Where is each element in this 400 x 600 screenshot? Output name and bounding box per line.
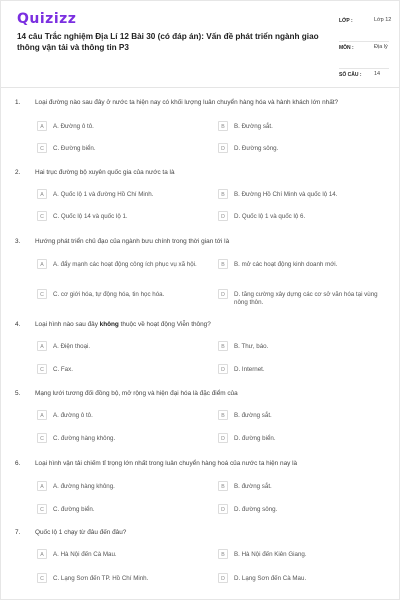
option-letter-box[interactable]: B	[218, 549, 228, 559]
option-text: D. Lạng Sơn đến Cà Mau.	[234, 575, 307, 582]
option-letter-box[interactable]: C	[37, 573, 47, 583]
option-text: D. đường biển.	[234, 435, 276, 442]
option-letter-box[interactable]: C	[37, 289, 47, 299]
option-text: C. Quốc lộ 14 và quốc lộ 1.	[53, 213, 128, 220]
option-letter-box[interactable]: A	[37, 549, 47, 559]
option-text: B. Thư, báo.	[234, 343, 269, 350]
option-text: A. Đường ô tô.	[53, 123, 94, 130]
option-text: D. Quốc lộ 1 và quốc lộ 6.	[234, 213, 306, 220]
option-letter-box[interactable]: B	[218, 341, 228, 351]
option-letter-box[interactable]: B	[218, 259, 228, 269]
option-text: D. đường sông.	[234, 506, 278, 513]
header-divider	[1, 87, 400, 88]
option-letter-box[interactable]: B	[218, 121, 228, 131]
option-text: D. Đường sông.	[234, 145, 279, 152]
worksheet-meta	[339, 15, 392, 95]
question-text-emphasis: không	[99, 321, 119, 328]
quizizz-logo[interactable]: Quizizz	[17, 11, 77, 27]
option-text: A. đẩy mạnh các hoạt động công ích phục vụ xã hội.	[53, 261, 197, 268]
question-text	[35, 99, 385, 107]
option-text: C. Fax.	[53, 366, 73, 373]
option-text: D. Internet.	[234, 366, 265, 373]
option-letter-box[interactable]: B	[218, 189, 228, 199]
option-text: B. đường sắt.	[234, 483, 272, 490]
meta-row-class	[339, 15, 392, 42]
option-text: A. Hà Nội đến Cà Mau.	[53, 551, 117, 558]
question-text-main: Hướng phát triển chủ đạo của ngành bưu chính trong thời gian tới là	[35, 238, 230, 245]
question-text-main: Quốc lộ 1 chạy từ đâu đến đâu?	[35, 529, 127, 536]
meta-row-subject	[339, 42, 389, 69]
option-letter-box[interactable]: D	[218, 289, 228, 299]
option-letter-box[interactable]: C	[37, 504, 47, 514]
option-text: A. Điện thoại.	[53, 343, 91, 350]
question-text-main: Loại hình nào sau đây	[35, 321, 100, 328]
option-letter-box[interactable]: B	[218, 481, 228, 491]
option-letter-box[interactable]: B	[218, 410, 228, 420]
question-text-main: Loại hình vận tải chiếm tỉ trọng lớn nhất trong luân chuyển hàng hoá của nước ta hiện nay là	[35, 460, 298, 467]
option-letter-box[interactable]: D	[218, 364, 228, 374]
meta-value-count: 14	[374, 71, 381, 77]
option-letter-box[interactable]: D	[218, 211, 228, 221]
meta-label-subject: MÔN :	[339, 45, 354, 51]
option-text: B. Hà Nội đến Kiên Giang.	[234, 551, 307, 558]
option-letter-box[interactable]: D	[218, 504, 228, 514]
question-number: 5.	[15, 390, 21, 397]
option-letter-box[interactable]: A	[37, 410, 47, 420]
question-text-main: Loại đường nào sau đây ở nước ta hiện nay có khối lượng luân chuyển hàng hóa và hành khách lớn nhất?	[35, 99, 339, 106]
question-text	[35, 321, 385, 329]
option-letter-box[interactable]: C	[37, 364, 47, 374]
question-text-main: Hai trục đường bộ xuyên quốc gia của nước ta là	[35, 169, 175, 176]
option-letter-box[interactable]: C	[37, 433, 47, 443]
question-text	[35, 529, 385, 537]
option-text: C. đường hàng không.	[53, 435, 116, 442]
option-letter-box[interactable]: A	[37, 341, 47, 351]
option-text: B. Đường sắt.	[234, 123, 273, 130]
option-letter-box[interactable]: A	[37, 259, 47, 269]
option-text: A. đường hàng không.	[53, 483, 115, 490]
option-letter-box[interactable]: A	[37, 121, 47, 131]
meta-label-class: LỚP :	[339, 18, 353, 24]
option-text: B. Đường Hồ Chí Minh và quốc lộ 14.	[234, 191, 338, 198]
option-text: A. đường ô tô.	[53, 412, 93, 419]
question-number: 3.	[15, 238, 21, 245]
question-number: 6.	[15, 460, 21, 467]
option-letter-box[interactable]: A	[37, 481, 47, 491]
option-text: C. Đường biển.	[53, 145, 96, 152]
question-text-tail: thuộc về hoạt động Viễn thông?	[118, 321, 211, 328]
meta-value-class: Lớp 12	[374, 17, 392, 23]
meta-label-count: SỐ CÂU :	[339, 72, 362, 78]
option-letter-box[interactable]: D	[218, 573, 228, 583]
question-text	[35, 460, 385, 468]
option-text: C. đường biển.	[53, 506, 95, 513]
question-text-main: Mạng lưới tương đối đồng bộ, mở rộng và hiện đại hóa là đặc điểm của	[35, 390, 238, 397]
option-text: D. tăng cường xây dựng các cơ sở văn hóa tại vùng nông thôn.	[234, 291, 378, 306]
question-number: 2.	[15, 169, 21, 176]
option-letter-box[interactable]: C	[37, 211, 47, 221]
option-letter-box[interactable]: D	[218, 143, 228, 153]
option-letter-box[interactable]: A	[37, 189, 47, 199]
option-text: B. đường sắt.	[234, 412, 272, 419]
question-number: 4.	[15, 321, 21, 328]
option-letter-box[interactable]: C	[37, 143, 47, 153]
option-text: A. Quốc lộ 1 và đường Hồ Chí Minh.	[53, 191, 154, 198]
option-text: B. mở các hoạt động kinh doanh mới.	[234, 261, 338, 268]
option-letter-box[interactable]: D	[218, 433, 228, 443]
question-number: 1.	[15, 99, 21, 106]
meta-value-subject: Địa lý	[374, 44, 388, 50]
option-text: C. cơ giới hóa, tự động hóa, tin học hóa.	[53, 291, 165, 298]
meta-row-count	[339, 69, 389, 95]
question-text	[35, 238, 385, 246]
question-text	[35, 169, 385, 177]
question-number: 7.	[15, 529, 21, 536]
question-text	[35, 390, 385, 398]
option-text: C. Lạng Sơn đến TP. Hồ Chí Minh.	[53, 575, 149, 582]
worksheet-title: 14 câu Trắc nghiệm Địa Lí 12 Bài 30 (có đáp án): Vấn đề phát triển ngành giao thông vận tải và thông tin P3	[17, 32, 319, 52]
